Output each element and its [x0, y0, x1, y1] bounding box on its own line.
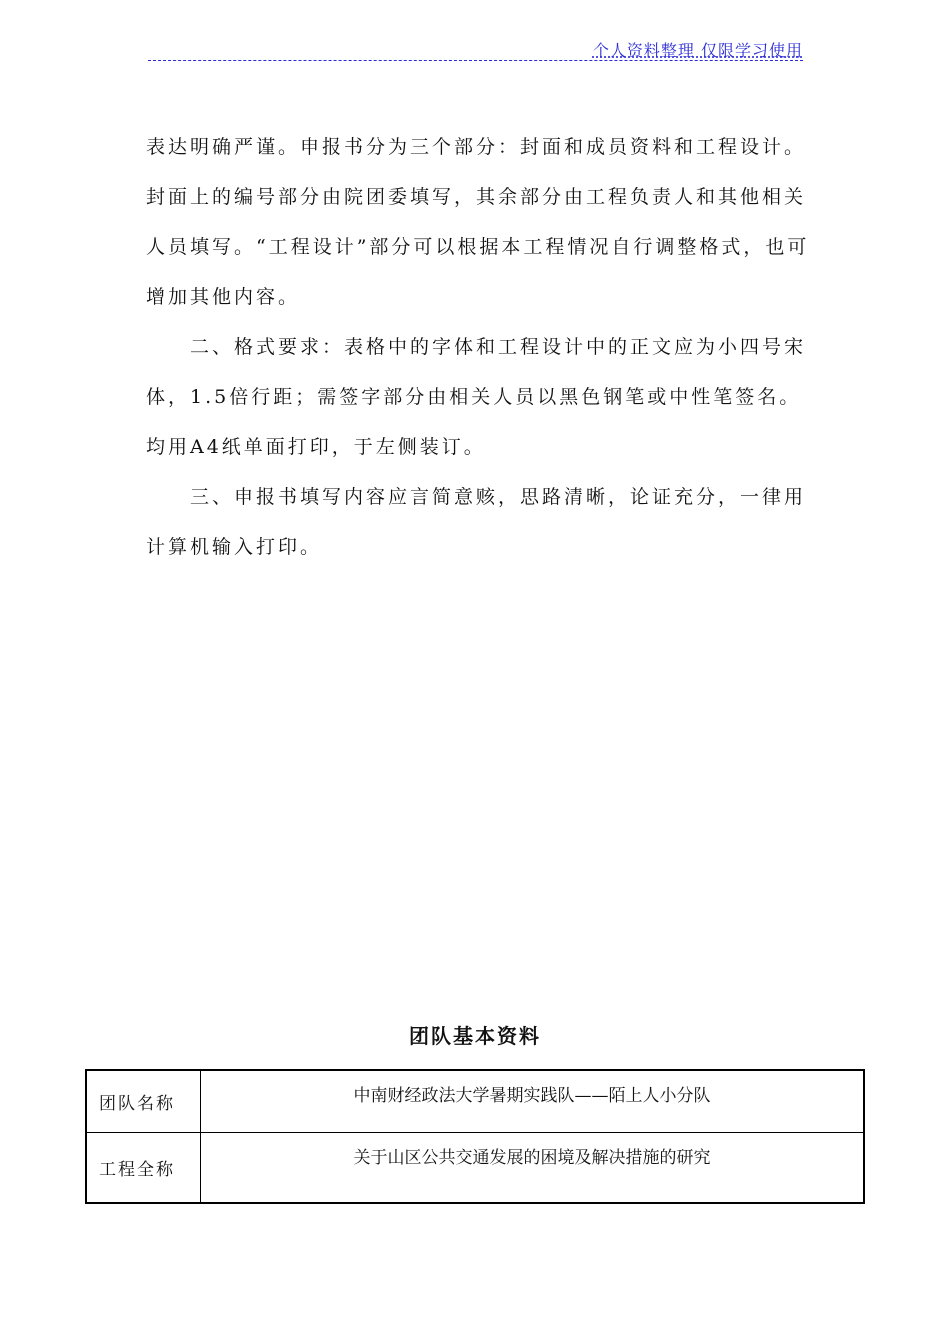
paragraph-continuation: 表达明确严谨。申报书分为三个部分：封面和成员资料和工程设计。封面上的编号部分由院团委填写，其余部分由工程负责人和其他相关人员填写。“工程设计”部分可以根据本工程情况自行调整格式，也可增加其他内容。 — [146, 136, 810, 308]
body-text — [146, 122, 816, 572]
team-name-value: 中南财经政法大学暑期实践队——陌上人小分队 — [201, 1070, 865, 1133]
header-divider — [148, 60, 803, 61]
team-info-table — [85, 1069, 865, 1204]
paragraph-format-requirements: 二、格式要求：表格中的字体和工程设计中的正文应为小四号宋体，1.5倍行距；需签字部分由相关人员以黑色钢笔或中性笔签名。均用A4纸单面打印，于左侧装订。 — [146, 336, 807, 458]
team-name-label: 团队名称 — [86, 1070, 201, 1133]
page-header — [148, 38, 803, 64]
section-title: 团队基本资料 — [409, 1024, 541, 1048]
project-name-value: 关于山区公共交通发展的困境及解决措施的研究 — [201, 1133, 865, 1204]
paragraph-content-requirements: 三、申报书填写内容应言简意赅，思路清晰，论证充分，一律用计算机输入打印。 — [146, 486, 807, 558]
project-name-label: 工程全称 — [86, 1133, 201, 1204]
header-text: 个人资料整理 仅限学习使用 — [592, 41, 803, 60]
table-row — [86, 1070, 864, 1133]
table-row — [86, 1133, 864, 1204]
